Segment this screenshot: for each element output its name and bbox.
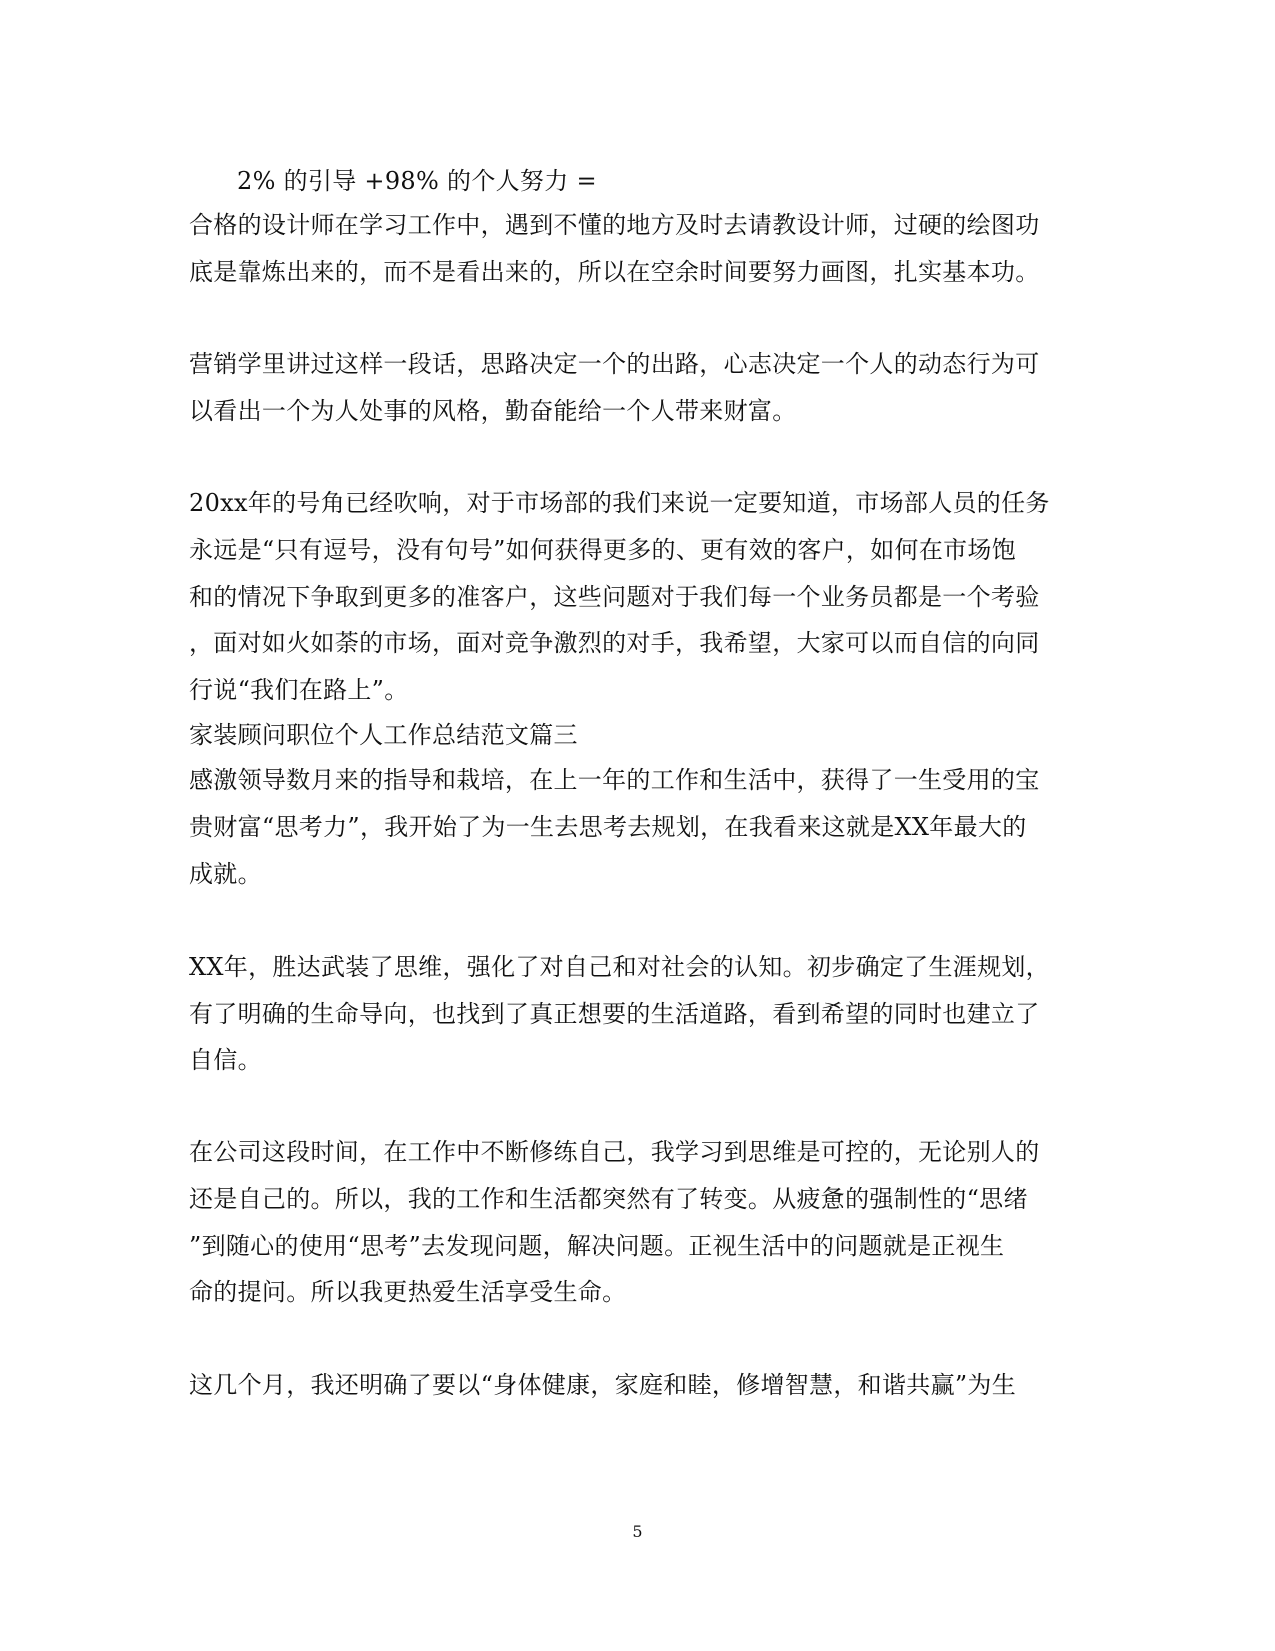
text-line: ”到随心的使用“思考”去发现问题，解决问题。正视生活中的问题就是正视生 — [189, 1232, 1005, 1260]
text-line: 贵财富“思考力”，我开始了为一生去思考去规划，在我看来这就是XX年最大的 — [189, 813, 1027, 841]
text-line: 在公司这段时间，在工作中不断修练自己，我学习到思维是可控的，无论别人的 — [189, 1138, 1040, 1166]
text-line: 和的情况下争取到更多的准客户，这些问题对于我们每一个业务员都是一个考验 — [189, 583, 1040, 611]
text-line: 命的提问。所以我更热爱生活享受生命。 — [189, 1278, 627, 1306]
text-line: 自信。 — [189, 1046, 262, 1074]
text-line: 行说“我们在路上”。 — [189, 676, 409, 704]
text-line: XX年，胜达武装了思维，强化了对自己和对社会的认知。初步确定了生涯规划， — [189, 953, 1050, 981]
text-line: 还是自己的。所以，我的工作和生活都突然有了转变。从疲惫的强制性的“思绪 — [189, 1185, 1028, 1213]
text-line: 感激领导数月来的指导和栽培，在上一年的工作和生活中，获得了一生受用的宝 — [189, 766, 1040, 794]
page-number: 5 — [632, 1522, 643, 1541]
text-line: 有了明确的生命导向，也找到了真正想要的生活道路，看到希望的同时也建立了 — [189, 1000, 1040, 1028]
text-line: 永远是“只有逗号，没有句号”如何获得更多的、更有效的客户，如何在市场饱 — [189, 536, 1017, 564]
text-line: 20xx年的号角已经吹响，对于市场部的我们来说一定要知道，市场部人员的任务 — [189, 489, 1050, 517]
text-line: 2% 的引导 +98% 的个人努力 = — [237, 167, 597, 195]
text-line: ，面对如火如荼的市场，面对竞争激烈的对手，我希望，大家可以而自信的向同 — [189, 629, 1040, 657]
text-line: 这几个月，我还明确了要以“身体健康，家庭和睦，修增智慧，和谐共赢”为生 — [189, 1371, 1017, 1399]
text-line: 底是靠炼出来的，而不是看出来的，所以在空余时间要努力画图，扎实基本功。 — [189, 258, 1040, 286]
text-line: 合格的设计师在学习工作中，遇到不懂的地方及时去请教设计师，过硬的绘图功 — [189, 211, 1040, 239]
section-heading: 家装顾问职位个人工作总结范文篇三 — [189, 721, 578, 749]
text-line: 成就。 — [189, 860, 262, 888]
text-line: 以看出一个为人处事的风格，勤奋能给一个人带来财富。 — [189, 397, 797, 425]
text-line: 营销学里讲过这样一段话，思路决定一个的出路，心志决定一个人的动态行为可 — [189, 350, 1040, 378]
